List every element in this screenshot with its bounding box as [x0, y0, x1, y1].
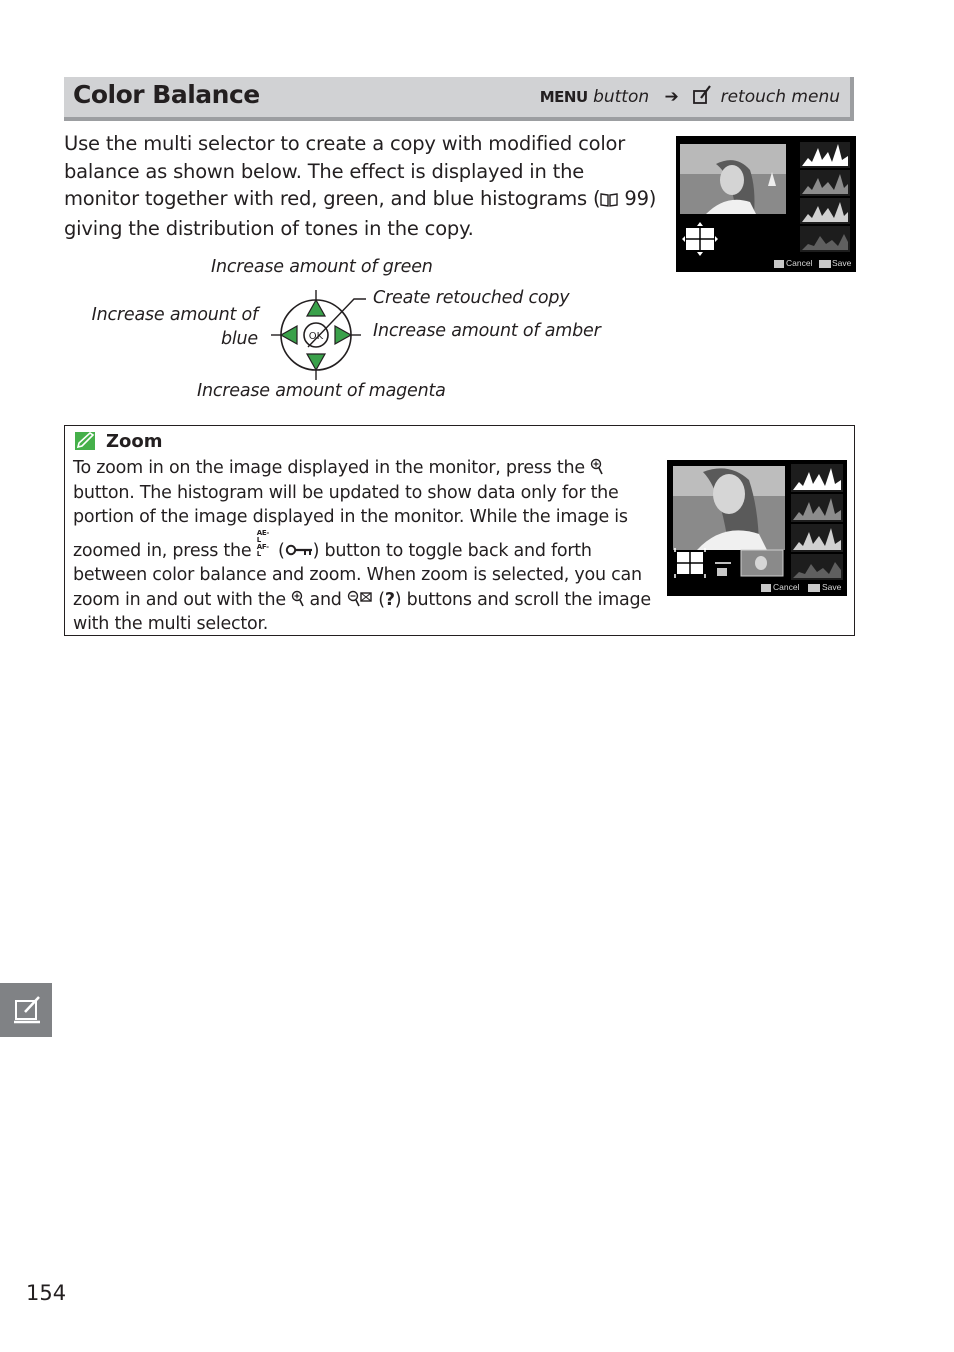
note-text-2: button. The histogram will be updated to show data only for the portion of the image displayed in the monitor. While the image is zoomed in, press the — [73, 482, 628, 561]
cancel-label: Cancel — [786, 258, 813, 268]
save-label: Save — [832, 258, 852, 268]
label-up-green: Increase amount of green — [211, 257, 433, 277]
retouch-tab-icon — [13, 995, 41, 1025]
note-text-1: To zoom in on the image displayed in the monitor, press the — [73, 458, 591, 478]
menu-path — [540, 85, 840, 110]
note-text-4: ) button to toggle back and forth between color balance and zoom. When zoom is selected, you can zoom in and out with the — [73, 540, 642, 610]
note-text-5: and — [304, 589, 347, 610]
label-down-magenta: Increase amount of magenta — [197, 381, 446, 401]
note-title: Zoom — [106, 431, 163, 452]
page-reference: 99 — [624, 187, 649, 210]
zoom-note — [64, 425, 855, 636]
monitor-zoom-image — [667, 460, 847, 596]
label-right-amber: Increase amount of amber — [373, 321, 601, 341]
cancel-label: Cancel — [773, 582, 800, 592]
ok-button-label: OK — [308, 331, 324, 342]
help-icon: ? — [384, 589, 395, 610]
histograms — [800, 142, 850, 252]
note-body — [73, 456, 658, 637]
ae-af-lock-icon: AE-L AF-L — [256, 528, 270, 558]
menu-button-label: MENU — [539, 88, 588, 106]
book-icon — [600, 187, 618, 215]
save-label: Save — [822, 582, 842, 592]
zoom-in-icon — [590, 458, 603, 475]
intro-text-b: ) giving the distribution of tones in the copy. — [64, 187, 657, 240]
page-number: 154 — [26, 1281, 67, 1305]
monitor-preview-image — [676, 136, 856, 272]
label-left-blue-line2: blue — [220, 329, 258, 349]
multi-selector-icon — [260, 285, 370, 385]
selector-grid-icon — [682, 222, 718, 256]
arrow-icon: ➔ — [664, 87, 679, 107]
note-check-icon — [74, 431, 96, 451]
note-text-3: ( — [272, 540, 285, 561]
label-center-retouched: Create retouched copy — [373, 288, 570, 308]
intro-text-a: Use the multi selector to create a copy with modified color balance as shown below. The effect is displayed in the monitor together with red, green, and blue histograms ( — [64, 132, 626, 210]
note-text-6: ( — [372, 589, 385, 610]
title-bar — [64, 77, 854, 121]
page-title: Color Balance — [73, 80, 260, 109]
note-text-7: ) buttons and scroll the image with the multi selector. — [73, 589, 651, 634]
retouch-menu-icon — [692, 85, 712, 110]
zoom-in-icon — [291, 590, 304, 607]
key-icon — [285, 544, 313, 556]
intro-paragraph — [64, 130, 664, 242]
menu-button-suffix: button — [593, 87, 650, 107]
zoom-out-icon — [347, 590, 373, 607]
menu-destination: retouch menu — [720, 87, 840, 107]
monitor-screenshot-zoom — [667, 460, 847, 596]
label-left-blue-line1: Increase amount of — [91, 305, 258, 325]
monitor-screenshot-color-balance — [676, 136, 856, 272]
retouch-section-tab[interactable] — [0, 983, 52, 1037]
